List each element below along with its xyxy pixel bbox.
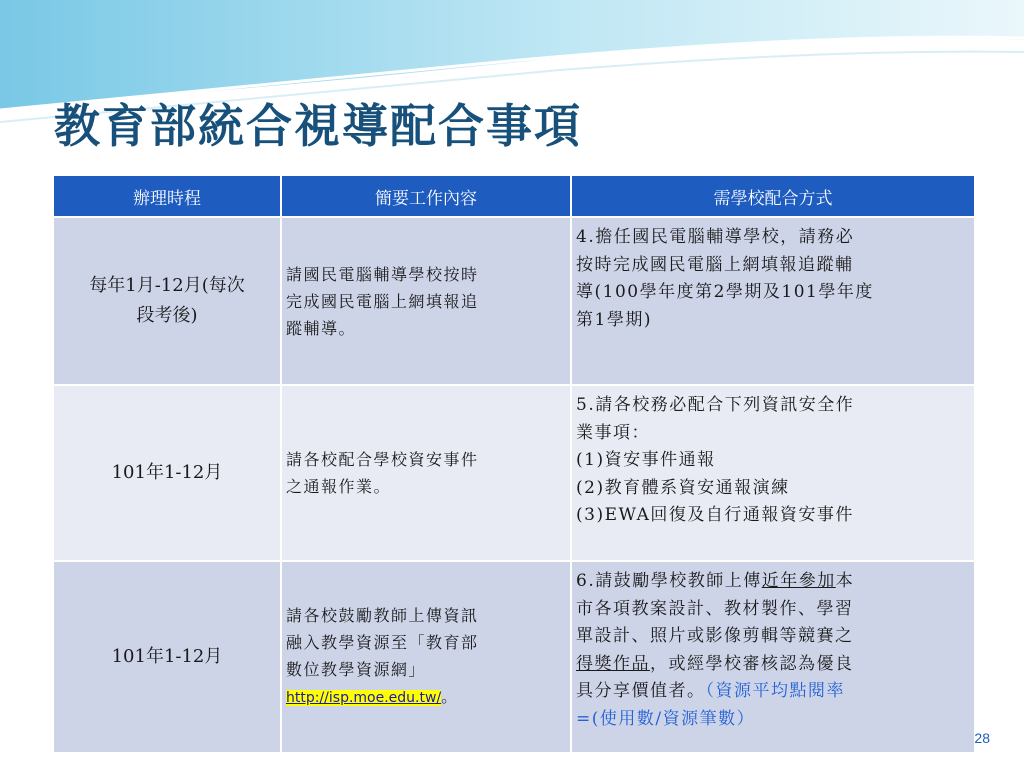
cooperation-line — [576, 651, 964, 679]
cooperation-line: 單設計、照片或影像剪輯等競賽之 — [576, 626, 854, 646]
work-line: 之通報作業。 — [286, 477, 392, 496]
table-header-row — [53, 175, 975, 217]
cooperation-line — [576, 678, 964, 706]
cooperation-text: 6.請鼓勵學校教師上傳 — [576, 571, 762, 591]
cooperation-text: ，或經學校審核認為優良 — [650, 653, 854, 674]
work-line: 請各校鼓勵教師上傳資訊 — [286, 606, 479, 625]
work-line: 完成國民電腦上網填報追 — [286, 291, 479, 311]
cooperation-cell — [571, 385, 975, 561]
cooperation-cell — [571, 561, 975, 753]
cooperation-line: 5.請各校務必配合下列資訊安全作 — [576, 395, 855, 415]
cooperation-line: 4.擔任國民電腦輔導學校，請務必 — [576, 227, 855, 247]
schedule-line: 101年1-12月 — [111, 462, 223, 483]
work-line: 請國民電腦輔導學校按時 — [286, 264, 479, 284]
cooperation-line: 按時完成國民電腦上網填報追蹤輔 — [576, 254, 854, 275]
work-content-cell — [281, 385, 571, 561]
table-row — [53, 385, 975, 561]
page-number: 28 — [974, 730, 990, 746]
schedule-line: 每年1月-12月(每次 — [89, 275, 245, 296]
work-line: 蹤輔導。 — [286, 318, 357, 338]
schedule-cell — [53, 217, 281, 385]
table-row — [53, 217, 975, 385]
table-row — [53, 561, 975, 753]
click-rate-note: （資源平均點閱率 — [705, 681, 845, 701]
cooperation-line: (1)資安事件通報 — [576, 450, 716, 470]
cooperation-line: (3)EWA回復及自行通報資安事件 — [576, 505, 854, 525]
schedule-cell — [53, 561, 281, 753]
cooperation-text: 具分享價值者。 — [576, 681, 706, 701]
cooperation-line: (2)教育體系資安通報演練 — [576, 477, 790, 498]
work-content-cell — [281, 217, 571, 385]
cooperation-cell — [571, 217, 975, 385]
cooperation-line: 業事項： — [576, 422, 650, 443]
cooperation-line: 市各項教案設計、教材製作、學習 — [576, 598, 854, 619]
schedule-line: 段考後) — [136, 305, 198, 326]
underlined-text: 近年參加 — [761, 571, 836, 591]
underlined-text: 得獎作品 — [576, 653, 650, 674]
work-content-cell — [281, 561, 571, 753]
column-header-schedule: 辦理時程 — [53, 175, 281, 217]
cooperation-line: 第1學期) — [576, 309, 652, 330]
schedule-line: 101年1-12月 — [111, 646, 223, 667]
click-rate-formula: =(使用數/資源筆數） — [576, 708, 756, 729]
schedule-cell — [53, 385, 281, 561]
schedule-table — [52, 174, 976, 754]
work-link-suffix: 。 — [441, 687, 459, 706]
slide-title: 教育部統合視導配合事項 — [54, 99, 582, 153]
resource-site-link[interactable]: http://isp.moe.edu.tw/ — [286, 690, 442, 706]
work-line: 請各校配合學校資安事件 — [286, 450, 479, 469]
cooperation-text: 本 — [835, 571, 855, 591]
cooperation-line — [576, 568, 964, 596]
work-link-line — [286, 683, 564, 712]
work-line: 數位教學資源網」 — [286, 660, 427, 679]
column-header-school-cooperation: 需學校配合方式 — [571, 175, 975, 217]
work-line: 融入教學資源至「教育部 — [286, 633, 479, 652]
column-header-work-content: 簡要工作內容 — [281, 175, 571, 217]
cooperation-line: 導(100學年度第2學期及101學年度 — [576, 282, 874, 302]
